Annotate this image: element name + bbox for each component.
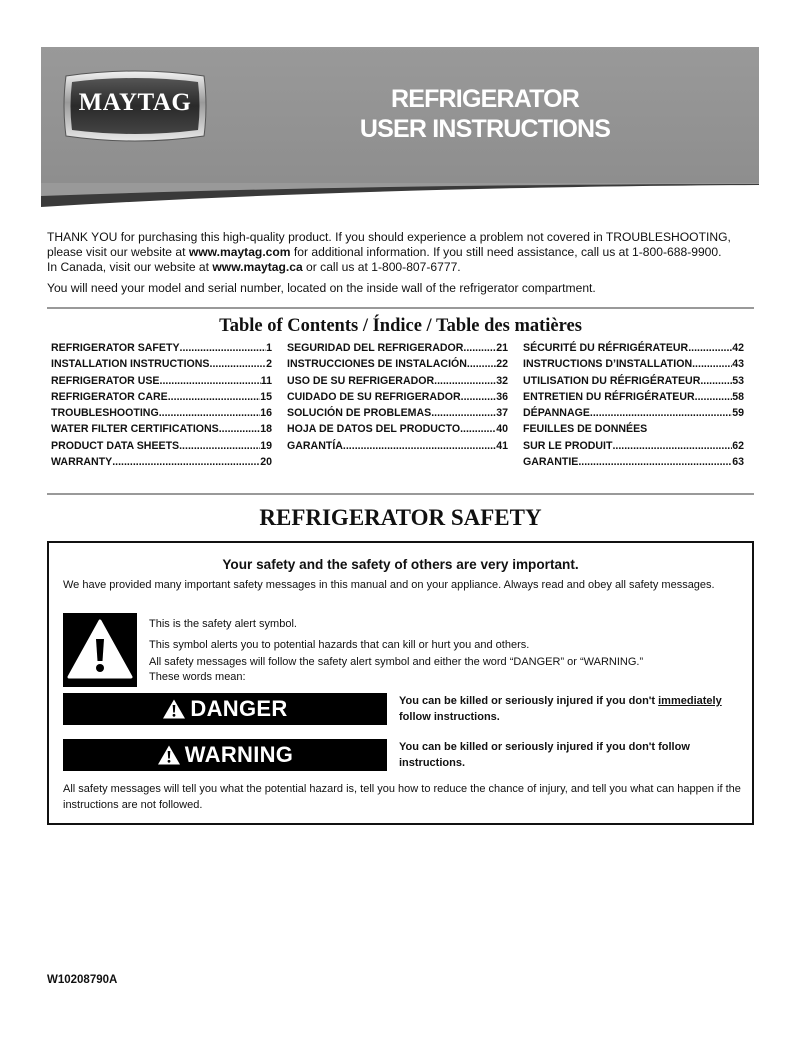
toc-entry-page: 20 bbox=[260, 456, 272, 469]
toc-entry-label: INSTRUCTIONS D’INSTALLATION bbox=[523, 358, 693, 371]
toc-entry-label: WATER FILTER CERTIFICATIONS bbox=[51, 423, 219, 436]
toc-french-column bbox=[523, 340, 744, 470]
toc-entry[interactable] bbox=[523, 405, 744, 421]
toc-leader-dots bbox=[343, 438, 496, 454]
toc-entry-label: ENTRETIEN DU RÉFRIGÉRATEUR bbox=[523, 390, 695, 403]
toc-entry-page: 63 bbox=[732, 456, 744, 469]
toc-entry[interactable] bbox=[51, 438, 272, 454]
title-line-2: USER INSTRUCTIONS bbox=[359, 115, 611, 143]
safety-footer: All safety messages will tell you what the potential hazard is, tell you how to reduce the chance of injury, and tell you what can happen if the instructions are not followed. bbox=[63, 783, 741, 811]
toc-entry[interactable] bbox=[287, 438, 508, 454]
toc-entry[interactable] bbox=[51, 356, 272, 372]
toc-entry-label: HOJA DE DATOS DEL PRODUCTO bbox=[287, 423, 461, 436]
toc-leader-dots bbox=[700, 373, 732, 389]
toc-entry-page: 1 bbox=[266, 342, 272, 354]
toc-entry[interactable] bbox=[287, 356, 508, 372]
page-title bbox=[330, 84, 640, 144]
section-title: REFRIGERATOR SAFETY bbox=[259, 505, 542, 530]
alert-line: This symbol alerts you to potential hazards that can kill or hurt you and others. bbox=[149, 639, 530, 651]
toc-spanish-column bbox=[287, 340, 508, 454]
danger-desc-emphasis: immediately bbox=[658, 695, 722, 707]
toc-entry-label: CUIDADO DE SU REFRIGERADOR bbox=[287, 390, 461, 403]
toc-leader-dots bbox=[463, 340, 496, 356]
toc-entry[interactable] bbox=[523, 421, 744, 437]
toc-entry-page: 41 bbox=[496, 439, 508, 452]
toc-leader-dots bbox=[612, 438, 732, 454]
toc-entry-label: GARANTIE bbox=[523, 456, 579, 469]
safety-alert-icon bbox=[63, 613, 137, 687]
toc-entry-label: REFRIGERATOR USE bbox=[51, 374, 160, 387]
toc-entry-label: PRODUCT DATA SHEETS bbox=[51, 439, 180, 452]
toc-entry[interactable] bbox=[523, 389, 744, 405]
toc-leader-dots bbox=[461, 389, 497, 405]
toc-leader-dots bbox=[695, 389, 733, 405]
intro-text-d: or call us at 1-800-807-6777. bbox=[302, 260, 461, 274]
toc-entry-label: GARANTÍA bbox=[287, 439, 343, 452]
toc-entry-label: USO DE SU REFRIGERADOR bbox=[287, 374, 435, 387]
intro-text bbox=[47, 230, 762, 296]
toc-entry-label: TROUBLESHOOTING bbox=[51, 407, 159, 420]
toc-entry[interactable] bbox=[523, 356, 744, 372]
toc-entry-page: 22 bbox=[496, 358, 508, 371]
intro-text-a: THANK YOU for purchasing this high-quality product. If you should experience a problem not covered in TROUBLESHOOTING, please visit our website at bbox=[47, 230, 731, 259]
toc-entry-label: SOLUCIÓN DE PROBLEMAS bbox=[287, 407, 432, 420]
toc-entry-page: 53 bbox=[732, 374, 744, 387]
alert-triangle-icon bbox=[157, 744, 181, 766]
toc-entry-label: REFRIGERATOR CARE bbox=[51, 390, 168, 403]
website-link-us[interactable]: www.maytag.com bbox=[188, 245, 291, 259]
alert-line: All safety messages will follow the safety alert symbol and either the word “DANGER” or “WARNING.” bbox=[149, 656, 644, 668]
toc-entry-page: 37 bbox=[496, 407, 508, 420]
warning-label bbox=[63, 739, 387, 771]
danger-description bbox=[399, 693, 749, 725]
toc-entry-page: 58 bbox=[732, 390, 744, 403]
toc-entry-page: 11 bbox=[260, 374, 272, 387]
toc-leader-dots bbox=[434, 373, 496, 389]
toc-entry[interactable] bbox=[287, 373, 508, 389]
toc-entry-label: SUR LE PRODUIT bbox=[523, 439, 613, 452]
toc-leader-dots bbox=[179, 438, 260, 454]
document-number: W10208790A bbox=[47, 974, 118, 986]
alert-triangle-icon bbox=[162, 698, 186, 720]
safety-box bbox=[47, 541, 754, 825]
toc-leader-dots bbox=[431, 405, 496, 421]
toc-leader-dots bbox=[688, 340, 732, 356]
toc-entry-page: 43 bbox=[732, 358, 744, 371]
toc-entry-label: INSTRUCCIONES DE INSTALACIÓN bbox=[287, 358, 467, 371]
intro-text-b: for additional information. If you still need assistance, call us at 1-800-688-9900. bbox=[290, 245, 722, 259]
danger-word: DANGER bbox=[190, 696, 288, 721]
toc-entry[interactable] bbox=[287, 421, 508, 437]
warning-word: WARNING bbox=[184, 742, 294, 767]
toc-entry-label: SÉCURITÉ DU RÉFRIGÉRATEUR bbox=[523, 342, 689, 354]
toc-entry-page: 19 bbox=[260, 439, 272, 452]
toc-entry-page: 16 bbox=[260, 407, 272, 420]
toc-entry-page: 42 bbox=[732, 342, 744, 354]
toc-leader-dots bbox=[159, 405, 261, 421]
danger-desc-text: You can be killed or seriously injured if you don't bbox=[399, 695, 659, 707]
toc-leader-dots bbox=[219, 421, 260, 437]
toc-entry-label: REFRIGERATOR SAFETY bbox=[51, 342, 180, 354]
toc-leader-dots bbox=[578, 454, 732, 470]
danger-label bbox=[63, 693, 387, 725]
toc-entry[interactable] bbox=[51, 421, 272, 437]
toc-entry-label: INSTALLATION INSTRUCTIONS bbox=[51, 358, 210, 371]
toc-entry[interactable] bbox=[51, 340, 272, 356]
toc-entry-page: 36 bbox=[496, 390, 508, 403]
banner-swoosh bbox=[41, 183, 759, 209]
toc-entry[interactable] bbox=[287, 389, 508, 405]
toc-entry-label: SEGURIDAD DEL REFRIGERADOR bbox=[287, 342, 464, 354]
toc-leader-dots bbox=[467, 356, 496, 372]
toc-leader-dots bbox=[160, 373, 261, 389]
toc-entry-page: 21 bbox=[496, 342, 508, 354]
toc-entry[interactable] bbox=[287, 340, 508, 356]
toc-leader-dots bbox=[210, 356, 267, 372]
toc-leader-dots bbox=[180, 340, 267, 356]
danger-desc-text-end: follow instructions. bbox=[399, 711, 500, 723]
divider-top bbox=[47, 307, 754, 309]
toc-entry-page: 40 bbox=[496, 423, 508, 436]
toc-leader-dots bbox=[590, 405, 732, 421]
alert-line: This is the safety alert symbol. bbox=[149, 618, 297, 630]
toc-leader-dots bbox=[112, 454, 260, 470]
toc-entry-page: 2 bbox=[266, 358, 272, 371]
title-line-1: REFRIGERATOR bbox=[390, 85, 580, 113]
toc-leader-dots bbox=[692, 356, 732, 372]
warning-description: You can be killed or seriously injured if you don't follow instructions. bbox=[399, 741, 690, 769]
toc-entry-label: WARRANTY bbox=[51, 456, 113, 469]
toc-entry-page: 32 bbox=[496, 374, 508, 387]
toc-entry[interactable] bbox=[523, 454, 744, 470]
alert-line: These words mean: bbox=[149, 671, 246, 683]
toc-entry-page: 18 bbox=[260, 423, 272, 436]
toc-entry[interactable] bbox=[51, 373, 272, 389]
toc-entry-page: 15 bbox=[260, 390, 272, 403]
toc-entry-page: 59 bbox=[732, 407, 744, 420]
toc-entry[interactable] bbox=[523, 340, 744, 356]
toc-english-column bbox=[51, 340, 272, 470]
maytag-logo bbox=[62, 70, 208, 142]
website-link-ca[interactable]: www.maytag.ca bbox=[212, 260, 303, 274]
toc-entry-label: DÉPANNAGE bbox=[523, 407, 590, 420]
toc-leader-dots bbox=[460, 421, 496, 437]
toc-leader-dots bbox=[168, 389, 260, 405]
safety-heading: Your safety and the safety of others are very important. bbox=[222, 557, 579, 572]
brand-wordmark: MAYTAG bbox=[78, 89, 192, 116]
toc-entry[interactable] bbox=[287, 405, 508, 421]
toc-entry-label: FEUILLES DE DONNÉES bbox=[523, 423, 648, 436]
toc-entry[interactable] bbox=[51, 405, 272, 421]
toc-entry[interactable] bbox=[51, 389, 272, 405]
toc-entry[interactable] bbox=[51, 454, 272, 470]
toc-title: Table of Contents / Índice / Table des matières bbox=[219, 316, 582, 336]
toc-entry[interactable] bbox=[523, 438, 744, 454]
toc-entry[interactable] bbox=[523, 373, 744, 389]
divider-bottom bbox=[47, 493, 754, 495]
intro-text-c: In Canada, visit our website at bbox=[47, 260, 213, 274]
toc-entry-label: UTILISATION DU RÉFRIGÉRATEUR bbox=[523, 374, 701, 387]
alert-explanation bbox=[149, 616, 749, 683]
toc-entry-page: 62 bbox=[732, 439, 744, 452]
intro-paragraph-2: You will need your model and serial number, located on the inside wall of the refrigerator compartment. bbox=[47, 281, 596, 295]
safety-intro: We have provided many important safety messages in this manual and on your appliance. Always read and obey all safety messages. bbox=[63, 579, 715, 591]
intro-paragraph-1 bbox=[47, 230, 762, 275]
